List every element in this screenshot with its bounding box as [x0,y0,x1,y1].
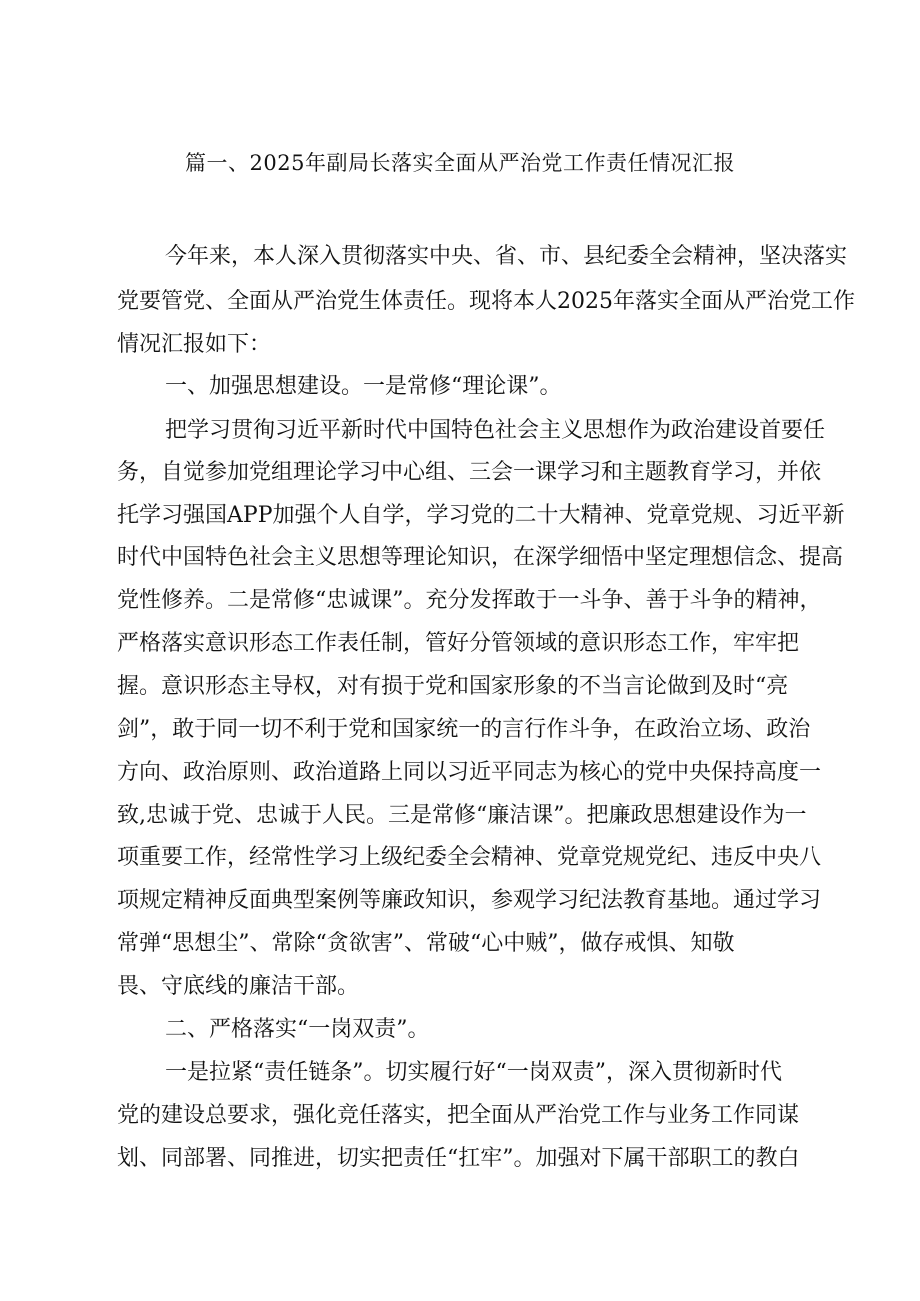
paragraph-line-6: 务，自觉参加党组理论学习中心组、三会一课学习和主题教育学习，并依 [117,460,822,485]
document-title: 篇一、2025年副局长落实全面从严治党工作责任情况汇报 [185,151,735,175]
paragraph-line-20: 一是拉紧“责任链条”。切实履行好“一岗双责”，深入贯彻新时代 [165,1060,782,1085]
paragraph-line-7: 托学习强国APP加强个人自学，学习党的二十大精神、党章党规、习近平新 [117,503,845,528]
section-heading-1: 一、加强思想建设。一是常修“理论课”。 [165,374,562,399]
section-heading-2: 二、严格落实“一岗双责”。 [165,1017,430,1042]
paragraph-line-10: 严格落实意识形态工作表任制，管好分管领域的意识形态工作，牢牢把 [117,631,800,656]
paragraph-line-21: 党的建设总要求，强化竞任落实，把全面从严治党工作与业务工作同谋 [117,1103,800,1128]
paragraph-line-17: 常弹“思想尘”、常除“贪欲害”、常破“心中贼”，做存戒惧、知敬 [117,931,735,956]
paragraph-line-15: 项重要工作，经常性学习上级纪委全会精神、党章党规党纪、违反中央八 [117,845,822,870]
paragraph-line-1: 今年来，本人深入贯彻落实中央、省、市、县纪委全会精神，坚决落实 [165,244,848,269]
paragraph-line-13: 方向、政治原则、政治道路上同以习近平同志为核心的党中央保持高度一 [117,760,822,785]
paragraph-line-2: 党要管党、全面从严治党生体责任。现将本人2025年落实全面从严治党工作 [117,289,855,314]
paragraph-line-22: 划、同部署、同推进，切实把责任“扛牢”。加强对下属干部职工的教白 [117,1146,800,1171]
paragraph-line-14: 致,忠诚于党、忠诚于人民。三是常修“廉洁课”。把廉政思想建设作为一 [117,803,807,828]
paragraph-line-12: 剑”，敢于同一切不利于党和国家统一的言行作斗争，在政治立场、政治 [117,717,811,742]
paragraph-line-18: 畏、守底线的廉洁干部。 [117,974,360,999]
paragraph-line-5: 把学习贯徇习近平新时代中国特色社会主义思想作为政治建设首要任 [165,418,826,443]
paragraph-line-3: 情况汇报如下： [117,332,272,357]
paragraph-line-9: 党性修养。二是常修“忠诚课”。充分发挥敢于一斗争、善于斗争的精神， [117,588,822,613]
paragraph-line-8: 时代中国特色社会主义思想等理论知识，在深学细悟中坚定理想信念、提高 [117,545,844,570]
paragraph-line-16: 项规定精神反面典型案例等廉政知识，参观学习纪法教育基地。通过学习 [117,888,822,913]
paragraph-line-11: 握。意识形态主导权，对有损于党和国家形象的不当言论做到及时“亮 [117,674,789,699]
